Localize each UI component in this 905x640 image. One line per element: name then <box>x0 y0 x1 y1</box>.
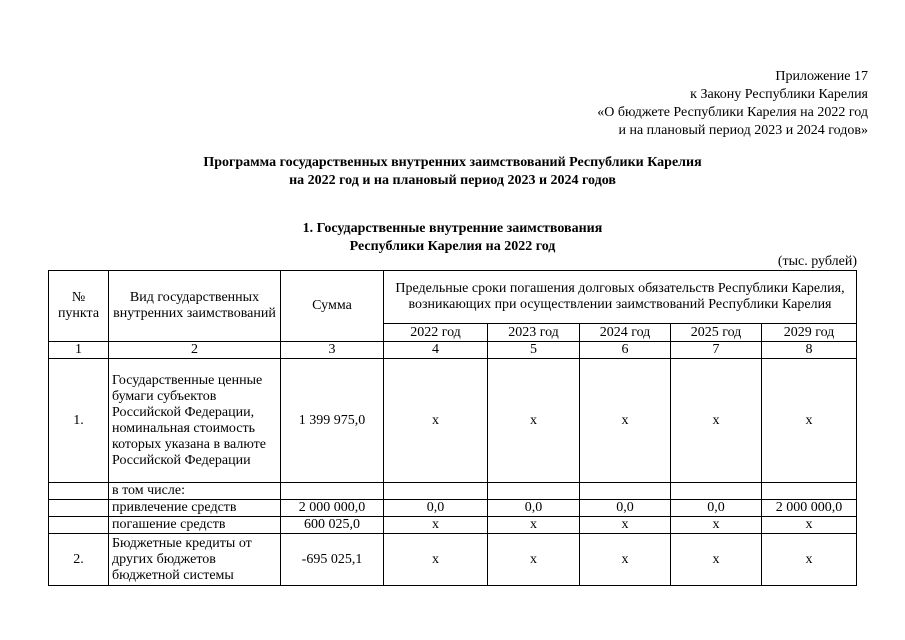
row-year-value: 0,0 <box>671 500 762 517</box>
column-number: 7 <box>671 342 762 359</box>
row-year-value <box>580 483 671 500</box>
header-year: 2029 год <box>762 324 857 342</box>
row-year-value: х <box>580 534 671 586</box>
row-number <box>49 500 109 517</box>
document-title-line1: Программа государственных внутренних заимствований Республики Карелия <box>203 155 702 170</box>
table-row <box>49 500 857 517</box>
row-year-value <box>762 483 857 500</box>
borrowings-table <box>48 270 857 586</box>
appendix-number: Приложение 17 <box>775 69 868 84</box>
column-number: 6 <box>580 342 671 359</box>
row-year-value: 0,0 <box>488 500 580 517</box>
row-number: 1. <box>49 359 109 483</box>
row-year-value: х <box>384 534 488 586</box>
row-year-value: х <box>488 517 580 534</box>
row-type: погашение средств <box>109 517 281 534</box>
row-number <box>49 483 109 500</box>
row-sum: 1 399 975,0 <box>281 359 384 483</box>
row-year-value: х <box>580 359 671 483</box>
row-sum: 2 000 000,0 <box>281 500 384 517</box>
row-year-value: 0,0 <box>384 500 488 517</box>
header-number: № пункта <box>49 271 109 342</box>
row-year-value: х <box>762 517 857 534</box>
appendix-planning-period: и на плановый период 2023 и 2024 годов» <box>618 123 868 138</box>
table-row <box>49 483 857 500</box>
column-number: 4 <box>384 342 488 359</box>
column-number: 5 <box>488 342 580 359</box>
header-year: 2024 год <box>580 324 671 342</box>
column-number: 1 <box>49 342 109 359</box>
header-year: 2022 год <box>384 324 488 342</box>
row-year-value: х <box>762 359 857 483</box>
header-terms: Предельные сроки погашения долговых обязательств Республики Карелия, возникающих при осуществлении заимствований Республики Карелия <box>384 271 857 324</box>
column-number: 2 <box>109 342 281 359</box>
document-title-line2: на 2022 год и на плановый период 2023 и 2024 годов <box>289 173 616 188</box>
row-type: Бюджетные кредиты от других бюджетов бюджетной системы <box>109 534 281 586</box>
table-row <box>49 534 857 586</box>
document-title <box>0 154 905 190</box>
appendix-budget-title: «О бюджете Республики Карелия на 2022 год <box>597 105 868 120</box>
row-year-value: х <box>384 359 488 483</box>
header-sum: Сумма <box>281 271 384 342</box>
table-row <box>49 517 857 534</box>
section-title-line1: 1. Государственные внутренние заимствования <box>302 221 603 236</box>
row-type: в том числе: <box>109 483 281 500</box>
row-type: привлечение средств <box>109 500 281 517</box>
header-year: 2025 год <box>671 324 762 342</box>
row-year-value <box>671 483 762 500</box>
section-title-line2: Республики Карелия на 2022 год <box>349 239 556 254</box>
table-header-row <box>49 271 857 324</box>
row-year-value: 0,0 <box>580 500 671 517</box>
row-number: 2. <box>49 534 109 586</box>
row-year-value: х <box>488 359 580 483</box>
row-year-value: х <box>762 534 857 586</box>
row-year-value: х <box>671 359 762 483</box>
row-year-value <box>488 483 580 500</box>
row-year-value: х <box>671 517 762 534</box>
section-title <box>0 220 905 256</box>
row-sum: 600 025,0 <box>281 517 384 534</box>
table-row <box>49 359 857 483</box>
header-type: Вид государственных внутренних заимствований <box>109 271 281 342</box>
row-year-value: х <box>580 517 671 534</box>
row-year-value: х <box>671 534 762 586</box>
row-year-value: х <box>488 534 580 586</box>
row-sum: -695 025,1 <box>281 534 384 586</box>
row-year-value: 2 000 000,0 <box>762 500 857 517</box>
appendix-law: к Закону Республики Карелия <box>690 87 868 102</box>
column-number: 3 <box>281 342 384 359</box>
column-number: 8 <box>762 342 857 359</box>
row-number <box>49 517 109 534</box>
header-year: 2023 год <box>488 324 580 342</box>
appendix-header <box>597 68 868 140</box>
row-year-value: х <box>384 517 488 534</box>
row-sum <box>281 483 384 500</box>
row-type: Государственные ценные бумаги субъектов Российской Федерации, номинальная стоимость которых указана в валюте Российской Федерации <box>109 359 281 483</box>
row-year-value <box>384 483 488 500</box>
column-number-row <box>49 342 857 359</box>
units-label: (тыс. рублей) <box>777 254 857 269</box>
